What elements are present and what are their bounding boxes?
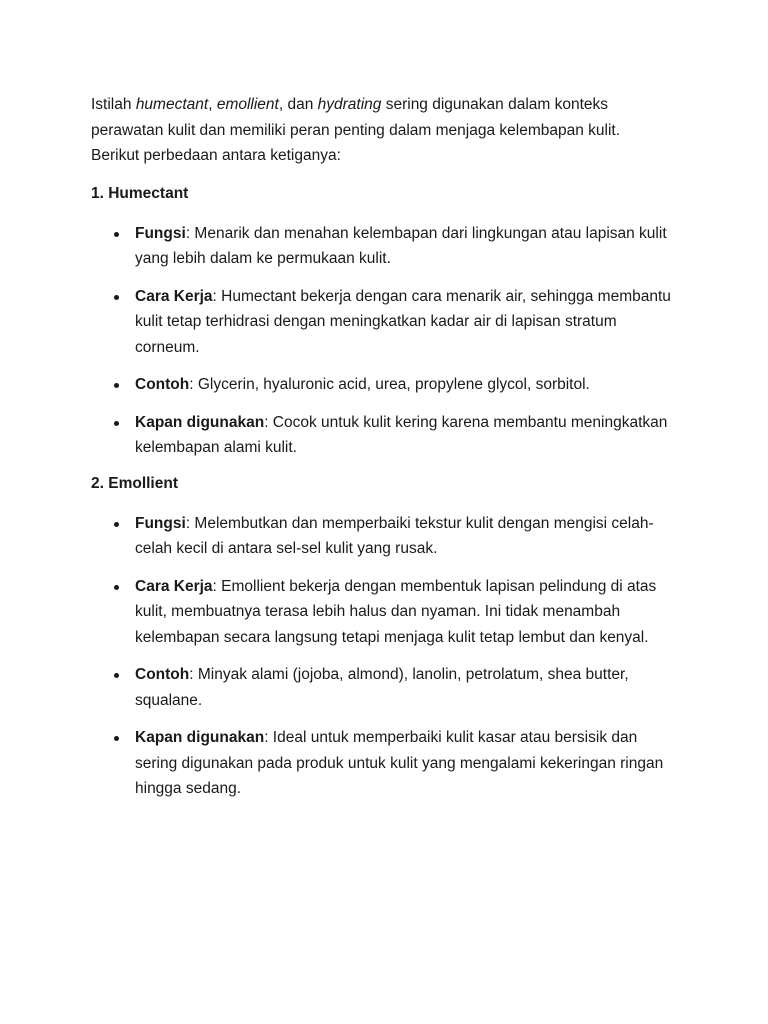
bullet-icon — [114, 585, 119, 590]
term-hydrating: hydrating — [317, 96, 382, 113]
item-text: : Melembutkan dan memperbaiki tekstur kulit dengan mengisi celah-celah kecil di antara sel-sel kulit yang rusak. — [135, 514, 654, 557]
intro-text: sering digunakan dalam konteks perawatan kulit dan memiliki peran penting dalam menjaga kelembapan kulit. Berikut perbedaan antara ketiganya: — [91, 96, 621, 164]
item-label: Contoh — [135, 376, 190, 393]
item-text: : Ideal untuk memperbaiki kulit kasar atau bersisik dan sering digunakan pada produk untuk kulit yang mengalami kekeringan ringan hingga sedang. — [135, 729, 664, 797]
list-item — [91, 372, 680, 398]
section-emollient — [91, 473, 678, 802]
item-label: Contoh — [135, 666, 190, 683]
bullet-icon — [114, 383, 119, 388]
intro-text: Istilah — [91, 96, 136, 113]
section-heading: 1. Humectant — [91, 184, 189, 202]
list-item — [91, 221, 680, 272]
item-label: Fungsi — [135, 224, 186, 242]
bullet-icon — [114, 736, 119, 741]
intro-text: , dan — [278, 96, 318, 113]
item-text: : Glycerin, hyaluronic acid, urea, propylene glycol, sorbitol. — [189, 376, 590, 393]
item-label: Fungsi — [135, 514, 186, 532]
item-text: : Humectant bekerja dengan cara menarik air, sehingga membantu kulit tetap terhidrasi dengan meningkatkan kadar air di lapisan stratum corneum. — [135, 287, 671, 356]
item-label: Kapan digunakan — [135, 729, 265, 746]
bullet-icon — [114, 295, 119, 300]
item-text: : Emollient bekerja dengan membentuk lapisan pelindung di atas kulit, membuatnya terasa lebih halus dan nyaman. Ini tidak menambah kelembapan secara langsung tetapi menjaga kulit tetap lembut dan kenyal. — [135, 577, 657, 646]
bullet-icon — [114, 421, 119, 426]
bullet-icon — [114, 673, 119, 678]
bullet-icon — [114, 232, 119, 237]
list-item — [91, 284, 680, 361]
term-humectant: humectant — [135, 96, 209, 113]
list-item — [91, 574, 680, 651]
item-text: : Minyak alami (jojoba, almond), lanolin, petrolatum, shea butter, squalane. — [135, 666, 629, 709]
item-text: : Menarik dan menahan kelembapan dari lingkungan atau lapisan kulit yang lebih dalam ke permukaan kulit. — [135, 224, 667, 267]
list-item — [91, 725, 680, 802]
list-item — [91, 662, 680, 713]
list-item — [91, 410, 680, 461]
item-label: Cara Kerja — [135, 287, 213, 305]
item-text: : Cocok untuk kulit kering karena membantu meningkatkan kelembapan alami kulit. — [135, 413, 668, 456]
section-heading: 2. Emollient — [91, 474, 178, 492]
section-humectant — [91, 183, 678, 461]
bullet-icon — [114, 522, 119, 527]
bullet-list — [91, 511, 678, 802]
bullet-list — [91, 221, 678, 461]
item-label: Kapan digunakan — [135, 413, 265, 431]
intro-text: , — [208, 96, 217, 113]
term-emollient: emollient — [216, 96, 279, 113]
list-item — [91, 511, 680, 562]
intro-paragraph — [91, 92, 671, 169]
item-label: Cara Kerja — [135, 577, 213, 595]
